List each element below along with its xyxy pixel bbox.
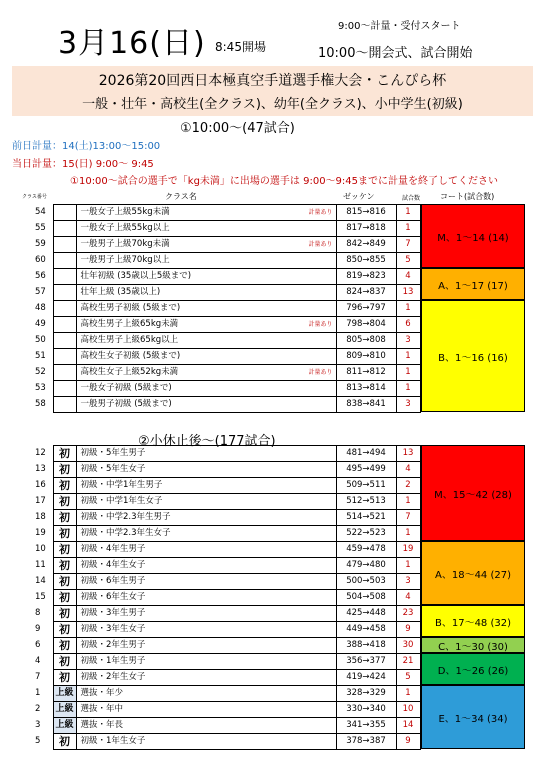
class-number: 18 (35, 512, 46, 522)
class-number: 56 (35, 271, 46, 281)
class-name: 高校生男子上級65kg以上 (76, 333, 246, 349)
zekken-range: 504→508 (336, 590, 396, 606)
table-row (34, 734, 420, 750)
level-badge: 初 (53, 606, 76, 622)
zekken-range: 481→494 (336, 446, 396, 462)
match-count: 13 (396, 285, 420, 301)
zekken-range: 512→513 (336, 494, 396, 510)
class-number: 8 (35, 608, 41, 618)
class-name: 一般男子上級70kg以上 (76, 253, 246, 269)
level-badge (53, 301, 76, 317)
class-number: 13 (35, 464, 46, 474)
match-count: 13 (396, 446, 420, 462)
title-banner (12, 66, 533, 116)
court-assignment: B、1～16 (16) (421, 300, 525, 412)
doors-open-time: 8:45開場 (215, 40, 266, 54)
weigh-in-flag (246, 702, 336, 718)
col-zekken: ゼッケン (343, 192, 375, 201)
weigh-in-flag (246, 221, 336, 237)
level-badge: 初 (53, 590, 76, 606)
class-number: 7 (35, 672, 41, 682)
table-row (34, 526, 420, 542)
class-number: 50 (35, 335, 46, 345)
match-count: 1 (396, 221, 420, 237)
zekken-range: 341→355 (336, 718, 396, 734)
zekken-range: 495→499 (336, 462, 396, 478)
class-number: 10 (35, 544, 46, 554)
tournament-divisions: 一般・壮年・高校生(全クラス)、幼年(全クラス)、小中学生(初級) (82, 97, 463, 112)
class-number: 54 (35, 207, 46, 217)
zekken-range: 449→458 (336, 622, 396, 638)
tournament-title: 2026第20回西日本極真空手道選手権大会・こんぴら杯 (98, 73, 447, 89)
level-badge: 初 (53, 494, 76, 510)
court-assignment: D、1～26 (26) (421, 653, 525, 685)
zekken-range: 514→521 (336, 510, 396, 526)
class-name: 初級・6年生女子 (76, 590, 246, 606)
match-count: 9 (396, 734, 420, 750)
match-count: 1 (396, 558, 420, 574)
level-badge: 初 (53, 574, 76, 590)
level-badge: 初 (53, 670, 76, 686)
class-name: 初級・3年生女子 (76, 622, 246, 638)
level-badge: 初 (53, 638, 76, 654)
class-number: 60 (35, 255, 46, 265)
class-name: 選抜・年少 (76, 686, 246, 702)
class-number: 58 (35, 399, 46, 409)
class-name: 初級・4年生男子 (76, 542, 246, 558)
class-name: 選抜・年中 (76, 702, 246, 718)
match-count: 4 (396, 590, 420, 606)
class-number: 49 (35, 319, 46, 329)
class-number: 14 (35, 576, 46, 586)
table-row (34, 510, 420, 526)
match-count: 7 (396, 237, 420, 253)
col-class-name: クラス名 (165, 192, 197, 201)
level-badge (53, 317, 76, 333)
zekken-range: 509→511 (336, 478, 396, 494)
weigh-in-flag (246, 478, 336, 494)
weigh-in-flag (246, 301, 336, 317)
table-row (34, 686, 420, 702)
weigh-in-flag (246, 397, 336, 413)
zekken-range: 842→849 (336, 237, 396, 253)
level-badge (53, 397, 76, 413)
table-row (34, 654, 420, 670)
match-count: 5 (396, 253, 420, 269)
zekken-range: 838→841 (336, 397, 396, 413)
class-number: 11 (35, 560, 46, 570)
class-name: 初級・1年生女子 (76, 734, 246, 750)
session2-table (34, 445, 421, 750)
class-name: 初級・2年生男子 (76, 638, 246, 654)
col-count: 試合数 (402, 195, 421, 202)
table-row (34, 606, 420, 622)
table-row (34, 269, 420, 285)
class-number: 16 (35, 480, 46, 490)
class-name: 初級・1年生男子 (76, 654, 246, 670)
zekken-range: 388→418 (336, 638, 396, 654)
table-row (34, 718, 420, 734)
weigh-in-flag (246, 606, 336, 622)
class-name: 一般女子初級 (5級まで) (76, 381, 246, 397)
weigh-in-flag: 計量あり (246, 365, 336, 381)
class-number: 51 (35, 351, 46, 361)
zekken-range: 500→503 (336, 574, 396, 590)
zekken-range: 330→340 (336, 702, 396, 718)
table-row (34, 237, 420, 253)
court-assignment: A、18～44 (27) (421, 541, 525, 605)
match-count: 3 (396, 397, 420, 413)
zekken-range: 809→810 (336, 349, 396, 365)
class-number: 3 (35, 720, 41, 730)
class-name: 一般女子上級55kg以上 (76, 221, 246, 237)
level-badge: 初 (53, 622, 76, 638)
court-assignment: M、1～14 (14) (421, 204, 525, 268)
table-row (34, 638, 420, 654)
level-badge: 初 (53, 654, 76, 670)
table-row (34, 349, 420, 365)
weigh-in-flag (246, 670, 336, 686)
level-badge: 初 (53, 510, 76, 526)
table-row (34, 253, 420, 269)
court-assignment: C、1～30 (30) (421, 637, 525, 653)
class-number: 2 (35, 704, 41, 714)
level-badge: 初 (53, 478, 76, 494)
class-name: 初級・4年生女子 (76, 558, 246, 574)
class-name: 高校生男子上級65kg未満 (76, 317, 246, 333)
court-assignment: B、17～48 (32) (421, 605, 525, 637)
table-row (34, 494, 420, 510)
zekken-range: 805→808 (336, 333, 396, 349)
weigh-in-flag: 計量あり (246, 237, 336, 253)
col-class-no: クラス番号 (22, 194, 47, 200)
zekken-range: 850→855 (336, 253, 396, 269)
table-row (34, 381, 420, 397)
zekken-range: 815→816 (336, 205, 396, 221)
table-row (34, 365, 420, 381)
table-row (34, 221, 420, 237)
match-count: 14 (396, 718, 420, 734)
match-count: 5 (396, 670, 420, 686)
court-assignment: E、1～34 (34) (421, 685, 525, 749)
class-number: 5 (35, 736, 41, 746)
match-count: 9 (396, 622, 420, 638)
session1-heading: ①10:00～(47試合) (180, 121, 295, 136)
zekken-range: 813→814 (336, 381, 396, 397)
match-count: 1 (396, 381, 420, 397)
weigh-in-notice: ①10:00～試合の選手で「kg未満」に出場の選手は 9:00～9:45までに計量を終了してください (70, 176, 499, 187)
level-badge: 初 (53, 446, 76, 462)
weigh-in-flag (246, 494, 336, 510)
class-name: 壮年上級 (35歳以上) (76, 285, 246, 301)
table-row (34, 590, 420, 606)
same-day-weigh-in: 当日計量：15(日) 9:00～ 9:45 (12, 159, 154, 170)
zekken-range: 819→823 (336, 269, 396, 285)
level-badge: 初 (53, 526, 76, 542)
weigh-in-flag: 計量あり (246, 317, 336, 333)
zekken-range: 459→478 (336, 542, 396, 558)
match-count: 1 (396, 301, 420, 317)
zekken-range: 798→804 (336, 317, 396, 333)
table-row (34, 462, 420, 478)
weigh-in-flag (246, 333, 336, 349)
zekken-range: 824→837 (336, 285, 396, 301)
level-badge (53, 381, 76, 397)
table-row (34, 301, 420, 317)
match-count: 3 (396, 574, 420, 590)
opening-time: 10:00～開会式、試合開始 (318, 46, 473, 61)
level-badge: 上級 (53, 718, 76, 734)
pre-day-weigh-in: 前日計量：14(土)13:00～15:00 (12, 141, 161, 152)
table-row (34, 542, 420, 558)
zekken-range: 811→812 (336, 365, 396, 381)
class-number: 1 (35, 688, 41, 698)
table-row (34, 446, 420, 462)
weigh-in-flag (246, 734, 336, 750)
match-count: 1 (396, 526, 420, 542)
level-badge (53, 269, 76, 285)
table-row (34, 317, 420, 333)
level-badge (53, 237, 76, 253)
weigh-in-flag (246, 574, 336, 590)
weigh-in-flag: 計量あり (246, 205, 336, 221)
weigh-in-start: 9:00～計量・受付スタート (338, 21, 461, 32)
weigh-in-flag (246, 542, 336, 558)
class-name: 一般女子上級55kg未満 (76, 205, 246, 221)
weigh-in-flag (246, 253, 336, 269)
class-number: 17 (35, 496, 46, 506)
class-name: 初級・2年生女子 (76, 670, 246, 686)
session1-table (34, 204, 421, 413)
level-badge (53, 253, 76, 269)
class-number: 4 (35, 656, 41, 666)
weigh-in-flag (246, 510, 336, 526)
class-number: 15 (35, 592, 46, 602)
table-row (34, 574, 420, 590)
weigh-in-flag (246, 718, 336, 734)
court-assignment: M、15～42 (28) (421, 445, 525, 541)
match-count: 23 (396, 606, 420, 622)
court-assignment: A、1～17 (17) (421, 268, 525, 300)
level-badge (53, 221, 76, 237)
level-badge: 初 (53, 542, 76, 558)
zekken-range: 419→424 (336, 670, 396, 686)
table-row (34, 205, 420, 221)
session2-heading: ②小休止後～(177試合) (138, 434, 276, 449)
match-count: 2 (396, 478, 420, 494)
table-row (34, 558, 420, 574)
level-badge: 初 (53, 734, 76, 750)
level-badge: 初 (53, 558, 76, 574)
class-name: 選抜・年長 (76, 718, 246, 734)
class-number: 48 (35, 303, 46, 313)
class-name: 高校生女子上級52kg未満 (76, 365, 246, 381)
col-court: コート(試合数) (440, 192, 495, 201)
table-row (34, 702, 420, 718)
match-count: 7 (396, 510, 420, 526)
weigh-in-flag (246, 269, 336, 285)
level-badge (53, 333, 76, 349)
level-badge (53, 349, 76, 365)
class-name: 壮年初級 (35歳以上5級まで) (76, 269, 246, 285)
zekken-range: 522→523 (336, 526, 396, 542)
zekken-range: 425→448 (336, 606, 396, 622)
level-badge (53, 205, 76, 221)
level-badge (53, 285, 76, 301)
class-number: 53 (35, 383, 46, 393)
match-count: 1 (396, 686, 420, 702)
match-count: 6 (396, 317, 420, 333)
match-count: 1 (396, 349, 420, 365)
class-number: 19 (35, 528, 46, 538)
match-count: 1 (396, 205, 420, 221)
match-count: 4 (396, 269, 420, 285)
zekken-range: 479→480 (336, 558, 396, 574)
class-number: 9 (35, 624, 41, 634)
weigh-in-flag (246, 654, 336, 670)
match-count: 10 (396, 702, 420, 718)
weigh-in-flag (246, 558, 336, 574)
zekken-range: 328→329 (336, 686, 396, 702)
class-name: 一般男子上級70kg未満 (76, 237, 246, 253)
table-row (34, 333, 420, 349)
class-name: 一般男子初級 (5級まで) (76, 397, 246, 413)
class-name: 初級・5年生男子 (76, 446, 246, 462)
weigh-in-flag (246, 446, 336, 462)
class-number: 6 (35, 640, 41, 650)
class-name: 初級・中学2.3年生男子 (76, 510, 246, 526)
event-date: 3月16(日) (58, 26, 206, 61)
weigh-in-flag (246, 590, 336, 606)
zekken-range: 378→387 (336, 734, 396, 750)
zekken-range: 356→377 (336, 654, 396, 670)
weigh-in-flag (246, 686, 336, 702)
class-name: 初級・5年生女子 (76, 462, 246, 478)
weigh-in-flag (246, 381, 336, 397)
class-number: 55 (35, 223, 46, 233)
weigh-in-flag (246, 349, 336, 365)
weigh-in-flag (246, 462, 336, 478)
weigh-in-flag (246, 285, 336, 301)
match-count: 1 (396, 494, 420, 510)
class-name: 初級・6年生男子 (76, 574, 246, 590)
class-number: 57 (35, 287, 46, 297)
class-name: 高校生男子初級 (5級まで) (76, 301, 246, 317)
match-count: 4 (396, 462, 420, 478)
class-name: 高校生女子初級 (5級まで) (76, 349, 246, 365)
table-row (34, 478, 420, 494)
table-row (34, 670, 420, 686)
level-badge: 上級 (53, 702, 76, 718)
weigh-in-flag (246, 638, 336, 654)
weigh-in-flag (246, 622, 336, 638)
weigh-in-flag (246, 526, 336, 542)
match-count: 30 (396, 638, 420, 654)
zekken-range: 817→818 (336, 221, 396, 237)
class-name: 初級・中学1年生女子 (76, 494, 246, 510)
class-number: 12 (35, 448, 46, 458)
zekken-range: 796→797 (336, 301, 396, 317)
table-row (34, 622, 420, 638)
class-number: 59 (35, 239, 46, 249)
class-number: 52 (35, 367, 46, 377)
match-count: 21 (396, 654, 420, 670)
level-badge: 上級 (53, 686, 76, 702)
match-count: 3 (396, 333, 420, 349)
match-count: 19 (396, 542, 420, 558)
class-name: 初級・中学1年生男子 (76, 478, 246, 494)
level-badge (53, 365, 76, 381)
match-count: 1 (396, 365, 420, 381)
table-row (34, 285, 420, 301)
class-name: 初級・3年生男子 (76, 606, 246, 622)
table-row (34, 397, 420, 413)
level-badge: 初 (53, 462, 76, 478)
class-name: 初級・中学2.3年生女子 (76, 526, 246, 542)
